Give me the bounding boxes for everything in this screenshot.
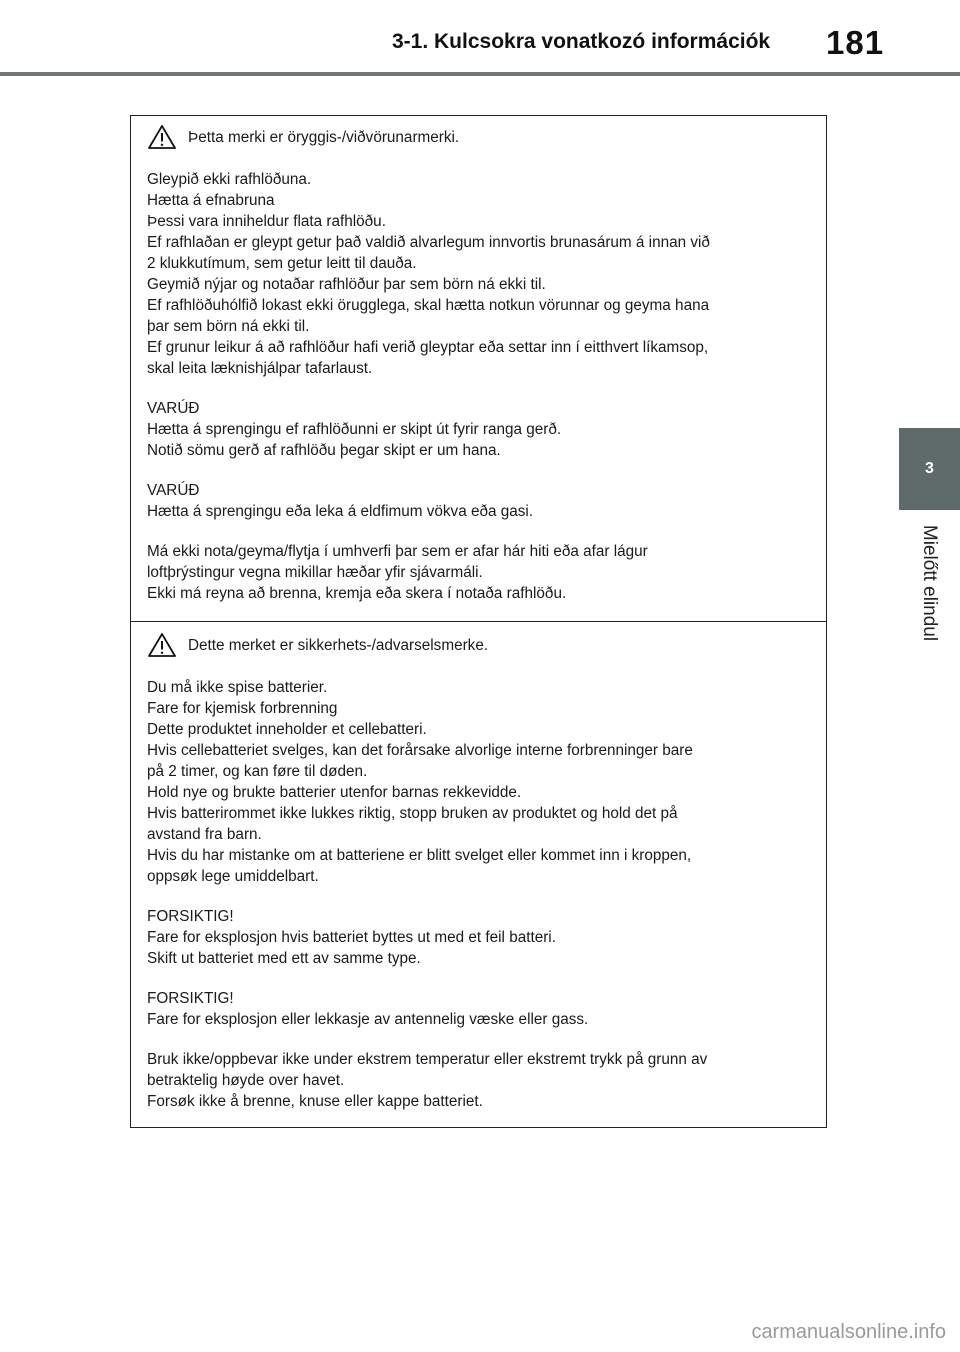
- warning-text-line: betraktelig høyde over havet.: [147, 1072, 345, 1089]
- warning-text-line: på 2 timer, og kan føre til døden.: [147, 763, 368, 780]
- section-divider: [131, 621, 826, 622]
- warning-text-line: Fare for kjemisk forbrenning: [147, 700, 338, 717]
- warning-paragraph: [147, 988, 817, 1030]
- warning-text-line: Ef rafhlaðan er gleypt getur það valdið alvarlegum innvortis brunasárum á innan við: [147, 234, 710, 251]
- page-number: 181: [826, 24, 885, 61]
- warning-text-line: Hætta á sprengingu ef rafhlöðunni er skipt út fyrir ranga gerð.: [147, 421, 562, 438]
- warning-text-line: skal leita læknishjálpar tafarlaust.: [147, 360, 373, 377]
- warning-text-line: 2 klukkutímum, sem getur leitt til dauða.: [147, 255, 417, 272]
- warning-text-line: Ef grunur leikur á að rafhlöður hafi verið gleyptar eða settar inn í eitthvert líkamsop,: [147, 339, 709, 356]
- warning-text-line: Hvis du har mistanke om at batteriene er blitt svelget eller kommet inn i kroppen,: [147, 847, 692, 864]
- warning-text-line: Hold nye og brukte batterier utenfor barnas rekkevidde.: [147, 784, 522, 801]
- chapter-number: 3: [925, 460, 934, 477]
- warning-text-line: oppsøk lege umiddelbart.: [147, 868, 319, 885]
- warning-paragraph: [147, 398, 817, 461]
- chapter-label: Mielőtt elindul: [919, 524, 940, 642]
- icelandic-heading-line: [147, 124, 817, 150]
- warning-text-line: Forsøk ikke å brenne, knuse eller kappe batteriet.: [147, 1093, 483, 1110]
- warning-text-line: Geymið nýjar og notaðar rafhlöður þar sem börn ná ekki til.: [147, 276, 546, 293]
- warning-text-line: Hvis cellebatteriet svelges, kan det forårsake alvorlige interne forbrenninger bare: [147, 742, 693, 759]
- footer-watermark: carmanualsonline.info: [751, 1321, 946, 1343]
- warning-text-line: loftþrýstingur vegna mikillar hæðar yfir sjávarmáli.: [147, 564, 483, 581]
- header-title: 3-1. Kulcsokra vonatkozó információk: [392, 30, 771, 53]
- icelandic-body: [147, 169, 817, 604]
- warning-text-line: þar sem börn ná ekki til.: [147, 318, 310, 335]
- warning-text-line: Ef rafhlöðuhólfið lokast ekki örugglega, skal hætta notkun vörunnar og geyma hana: [147, 297, 710, 314]
- warning-paragraph: [147, 1049, 817, 1112]
- warning-text-line: Gleypið ekki rafhlöðuna.: [147, 171, 312, 188]
- chapter-tab: [899, 428, 960, 510]
- norwegian-heading-line: [147, 632, 817, 658]
- norwegian-body: [147, 677, 817, 1112]
- warning-triangle-icon: [147, 124, 177, 150]
- warning-text-line: Bruk ikke/oppbevar ikke under ekstrem temperatur eller ekstremt trykk på grunn av: [147, 1051, 708, 1068]
- warning-text-line: FORSIKTIG!: [147, 990, 234, 1007]
- warning-text-line: Hvis batterirommet ikke lukkes riktig, stopp bruken av produktet og hold det på: [147, 805, 678, 822]
- warning-text-line: Hætta á efnabruna: [147, 192, 275, 209]
- warning-triangle-icon: [147, 632, 177, 658]
- warning-text-line: Má ekki nota/geyma/flytja í umhverfi þar sem er afar hár hiti eða afar lágur: [147, 543, 648, 560]
- icelandic-section: [147, 124, 817, 604]
- warning-paragraph: [147, 169, 817, 379]
- icelandic-heading: Þetta merki er öryggis-/viðvörunarmerki.: [188, 128, 460, 146]
- warning-text-line: Dette produktet inneholder et cellebatteri.: [147, 721, 427, 738]
- warning-text-line: Skift ut batteriet med ett av samme type.: [147, 950, 421, 967]
- warning-text-line: Du må ikke spise batterier.: [147, 679, 328, 696]
- warning-text-line: avstand fra barn.: [147, 826, 262, 843]
- warning-text-line: VARÚÐ: [147, 400, 200, 417]
- warning-text-line: FORSIKTIG!: [147, 908, 234, 925]
- norwegian-section: [147, 632, 817, 1112]
- warning-text-line: Fare for eksplosjon eller lekkasje av antennelig væske eller gass.: [147, 1011, 589, 1028]
- warning-paragraph: [147, 480, 817, 522]
- warning-paragraph: [147, 541, 817, 604]
- warning-text-line: Þessi vara inniheldur flata rafhlöðu.: [147, 213, 386, 230]
- warning-text-line: Ekki má reyna að brenna, kremja eða skera í notaða rafhlöðu.: [147, 585, 567, 602]
- norwegian-heading: Dette merket er sikkerhets-/advarselsmerke.: [188, 636, 489, 654]
- warning-text-line: Fare for eksplosjon hvis batteriet byttes ut med et feil batteri.: [147, 929, 556, 946]
- battery-warning-box: [130, 115, 827, 1128]
- warning-text-line: Notið sömu gerð af rafhlöðu þegar skipt er um hana.: [147, 442, 501, 459]
- warning-text-line: VARÚÐ: [147, 482, 200, 499]
- header-rule: [0, 72, 960, 76]
- warning-paragraph: [147, 677, 817, 887]
- warning-paragraph: [147, 906, 817, 969]
- warning-text-line: Hætta á sprengingu eða leka á eldfimum vökva eða gasi.: [147, 503, 534, 520]
